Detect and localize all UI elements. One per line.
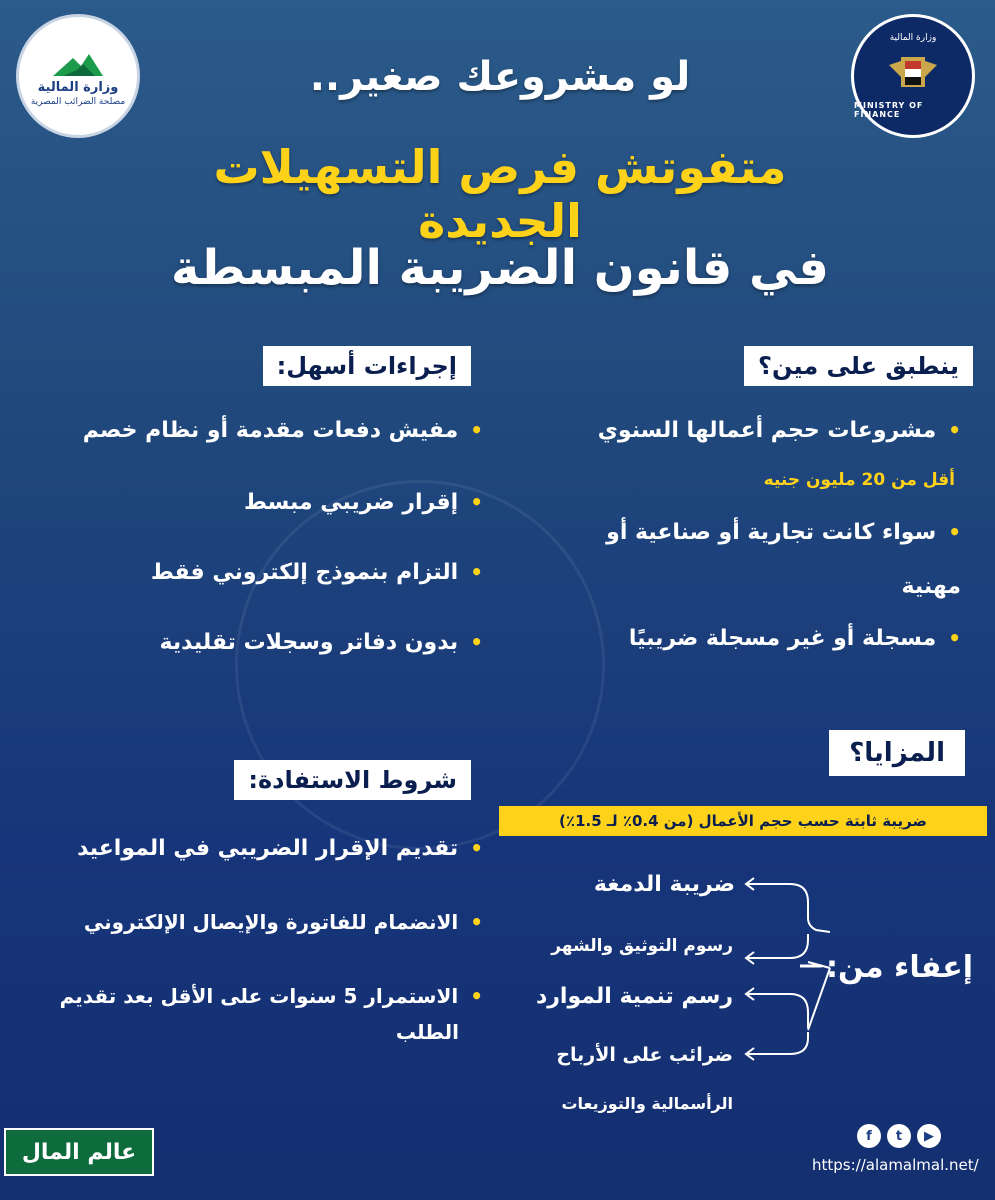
twitter-icon[interactable]: t xyxy=(887,1124,911,1148)
procedure-item-4: •بدون دفاتر وسجلات تقليدية xyxy=(159,630,483,655)
tax-authority-logo-line1: وزارة المالية xyxy=(37,79,119,95)
bullet-dot-icon: • xyxy=(470,490,483,514)
exemption-stamp-tax: ضريبة الدمغة xyxy=(593,872,735,897)
tax-authority-logo xyxy=(16,14,140,138)
website-link[interactable]: https://alamalmal.net/ xyxy=(812,1156,979,1174)
eagle-emblem-icon xyxy=(885,47,941,97)
youtube-icon[interactable]: ▶ xyxy=(917,1124,941,1148)
procedures-heading: إجراءات أسهل: xyxy=(263,346,471,386)
applies-to-item-2: •سواء كانت تجارية أو صناعية أو xyxy=(606,520,961,545)
tax-authority-emblem-icon xyxy=(49,46,107,80)
exemption-distributions: الرأسمالية والتوزيعات xyxy=(561,1094,733,1113)
bullet-dot-icon: • xyxy=(948,418,961,442)
ministry-logo-ar: وزارة المالية xyxy=(889,33,937,43)
condition-item-2: •الانضمام للفاتورة والإيصال الإلكتروني xyxy=(83,910,483,934)
alam-almal-logo: عالم المال xyxy=(4,1128,154,1176)
procedure-item-2: •إقرار ضريبي مبسط xyxy=(244,490,483,515)
bullet-dot-icon: • xyxy=(470,836,483,860)
applies-to-heading: ينطبق على مين؟ xyxy=(744,346,973,386)
condition-item-3: •الاستمرار 5 سنوات على الأقل بعد تقديم xyxy=(59,984,483,1008)
benefits-heading: المزايا؟ xyxy=(829,730,965,776)
procedure-item-1: •مفيش دفعات مقدمة أو نظام خصم xyxy=(82,418,483,443)
bullet-dot-icon: • xyxy=(470,560,483,584)
ministry-logo-en: MINISTRY OF FINANCE xyxy=(854,101,924,119)
bullet-dot-icon: • xyxy=(470,630,483,654)
condition-item-1: •تقديم الإقرار الضريبي في المواعيد xyxy=(77,836,483,861)
title-line-3: في قانون الضريبة المبسطة xyxy=(171,240,829,296)
exemption-notary-fees: رسوم التوثيق والشهر xyxy=(551,936,733,956)
bullet-dot-icon: • xyxy=(948,520,961,544)
bullet-dot-icon: • xyxy=(470,984,483,1008)
bullet-dot-icon: • xyxy=(470,418,483,442)
applies-to-note: أقل من 20 مليون جنيه xyxy=(763,470,955,490)
bullet-dot-icon: • xyxy=(948,626,961,650)
facebook-icon[interactable]: f xyxy=(857,1124,881,1148)
bullet-dot-icon: • xyxy=(470,910,483,934)
title-line-2: متفوتش فرص التسهيلات الجديدة xyxy=(213,140,787,248)
tax-authority-logo-line2: مصلحة الضرائب المصرية xyxy=(30,96,126,107)
applies-to-item-1: •مشروعات حجم أعمالها السنوي xyxy=(597,418,961,443)
conditions-heading: شروط الاستفادة: xyxy=(234,760,471,800)
exemption-capital-gains: ضرائب على الأرباح xyxy=(556,1044,733,1066)
exemption-development-fee: رسم تنمية الموارد xyxy=(535,984,733,1009)
condition-item-3-cont: الطلب xyxy=(395,1020,459,1044)
title-line-1: لو مشروعك صغير.. xyxy=(309,54,691,100)
applies-to-item-3: •مسجلة أو غير مسجلة ضريبيًا xyxy=(628,626,961,651)
applies-to-item-2-cont: مهنية xyxy=(901,574,961,599)
dash-icon xyxy=(798,960,824,972)
ministry-of-finance-logo xyxy=(851,14,975,138)
procedure-item-3: •التزام بنموذج إلكتروني فقط xyxy=(150,560,483,585)
benefits-rate: ضريبة ثابتة حسب حجم الأعمال (من 0.4٪ لـ 1.5٪) xyxy=(499,806,987,836)
exemption-label: إعفاء من: xyxy=(826,950,973,985)
